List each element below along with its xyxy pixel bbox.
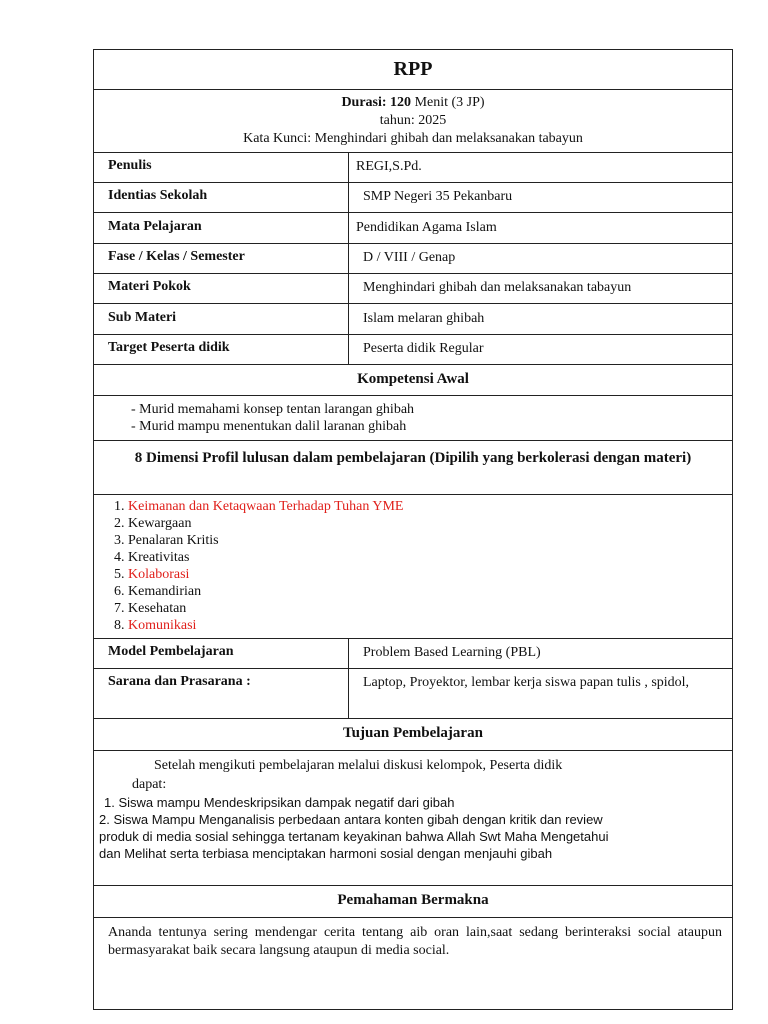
info-label: Fase / Kelas / Semester (108, 248, 245, 264)
tujuan-item: 2. Siswa Mampu Menganalisis perbedaan antara konten gibah dengan kritik dan review produk di media sosial sehingga tertanam keyakinan bahwa Allah Swt Maha Mengetahui dan Melihat serta terbiasa menciptakan harmoni sosial dengan menjauhi gibah (99, 812, 609, 861)
tujuan-intro-cont: dapat: (132, 777, 167, 792)
info-label: Mata Pelajaran (108, 218, 202, 234)
header-block (93, 89, 733, 153)
kompetensi-item: - Murid mampu menentukan dalil laranan ghibah (131, 419, 407, 434)
kompetensi-heading: Kompetensi Awal (93, 364, 733, 396)
item-number: 5. (114, 567, 128, 582)
sarana-label: Sarana dan Prasarana : (108, 674, 251, 689)
item-text: Keimanan dan Ketaqwaan Terhadap Tuhan YME (128, 499, 404, 514)
info-value: Pendidikan Agama Islam (356, 219, 497, 235)
durasi-value: Menit (3 JP) (411, 95, 485, 110)
item-number: 3. (114, 533, 128, 548)
item-number: 1. (114, 499, 128, 514)
info-label: Materi Pokok (108, 279, 191, 295)
kompetensi-list (93, 395, 733, 441)
info-row (93, 152, 733, 183)
dimensi-item (114, 498, 732, 515)
dimensi-item (114, 617, 732, 634)
tujuan-item: 1. Siswa mampu Mendeskripsikan dampak negatif dari gibah (104, 795, 455, 810)
item-number: 7. (114, 601, 128, 616)
info-row (93, 273, 733, 304)
info-label: Sub Materi (108, 309, 177, 325)
dimensi-item (114, 600, 732, 617)
item-number: 6. (114, 584, 128, 599)
info-value: Menghindari ghibah dan melaksanakan tabayun (363, 280, 632, 296)
tujuan-heading: Tujuan Pembelajaran (93, 718, 733, 751)
info-label: Penulis (108, 158, 152, 173)
tujuan-content (93, 750, 733, 886)
info-row (93, 182, 733, 213)
info-value: SMP Negeri 35 Pekanbaru (363, 189, 513, 205)
item-text: Komunikasi (128, 618, 197, 633)
dimensi-item (114, 549, 732, 566)
item-text: Kewargaan (128, 516, 192, 531)
dimensi-heading: 8 Dimensi Profil lulusan dalam pembelajaran (Dipilih yang berkolerasi dengan materi) (93, 440, 733, 495)
pemahaman-heading: Pemahaman Bermakna (93, 885, 733, 918)
item-text: Kesehatan (128, 601, 187, 616)
dimensi-item (114, 566, 732, 583)
item-text: Kemandirian (128, 584, 202, 599)
kompetensi-item: - Murid memahami konsep tentan larangan ghibah (131, 402, 415, 417)
pemahaman-text: Ananda tentunya sering mendengar cerita tentang aib oran lain,saat sedang berinteraksi social ataupun bermasyarakat baik secara langsung ataupun di media social. (93, 917, 733, 1010)
model-label: Model Pembelajaran (108, 644, 234, 659)
info-value: D / VIII / Genap (363, 249, 456, 265)
model-row (93, 638, 733, 669)
document-title: RPP (93, 49, 733, 90)
item-number: 2. (114, 516, 128, 531)
dimensi-item (114, 583, 732, 600)
info-value: Peserta didik Regular (363, 340, 484, 356)
durasi-label: Durasi: 120 (341, 95, 412, 110)
dimensi-list (93, 494, 733, 639)
kata-kunci: Kata Kunci: Menghindari ghibah dan melaksanakan tabayun (243, 131, 583, 146)
sarana-value: Laptop, Proyektor, lembar kerja siswa papan tulis , spidol, (363, 675, 690, 690)
tujuan-intro: Setelah mengikuti pembelajaran melalui diskusi kelompok, Peserta didik (154, 758, 563, 773)
item-text: Kreativitas (128, 550, 190, 565)
item-number: 8. (114, 618, 128, 633)
item-text: Kolaborasi (128, 567, 190, 582)
item-text: Penalaran Kritis (128, 533, 219, 548)
info-value: Islam melaran ghibah (363, 310, 485, 326)
tahun: tahun: 2025 (379, 113, 447, 128)
info-value: REGI,S.Pd. (356, 159, 422, 174)
dimensi-item (114, 532, 732, 549)
info-label: Target Peserta didik (108, 339, 230, 355)
info-label: Identias Sekolah (108, 188, 208, 204)
info-row (93, 334, 733, 365)
info-row (93, 243, 733, 274)
info-row (93, 304, 733, 335)
dimensi-item (114, 515, 732, 532)
sarana-row (93, 668, 733, 719)
item-number: 4. (114, 550, 128, 565)
model-value: Problem Based Learning (PBL) (363, 645, 541, 660)
info-row (93, 213, 733, 244)
